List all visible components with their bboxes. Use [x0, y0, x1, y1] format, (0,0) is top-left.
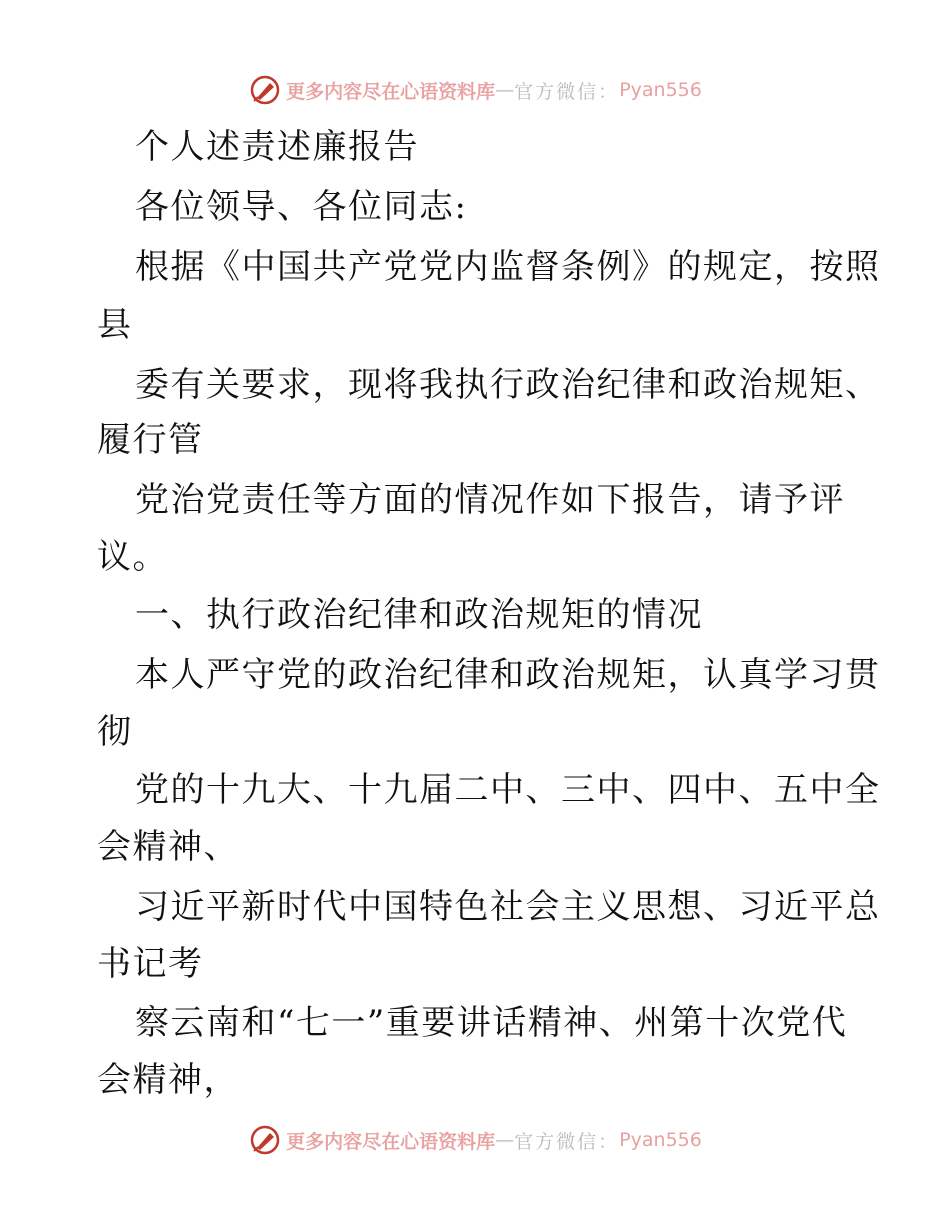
watermark-prefix: 官方微信： [514, 80, 620, 103]
paragraph-line: 本人严守党的政治纪律和政治规矩，认真学习贯 [135, 655, 881, 695]
paragraph-line: 习近平新时代中国特色社会主义思想、习近平总 [135, 887, 881, 927]
paragraph-line: 根据《中国共产党党内监督条例》的规定，按照 [135, 247, 881, 287]
paragraph-line: 彻 [97, 712, 133, 752]
paragraph-line: 书记考 [97, 944, 204, 984]
document-title: 个人述责述廉报告 [135, 127, 419, 167]
watermark-text: 更多内容尽在心语资料库 [286, 80, 496, 103]
paragraph-line: 县 [97, 305, 133, 345]
watermark-dash: — [495, 79, 515, 101]
pen-nib-logo-icon [248, 1123, 282, 1157]
paragraph-line: 履行管 [97, 420, 204, 460]
paragraph-line: 党的十九大、十九届二中、三中、四中、五中全 [135, 770, 881, 810]
watermark-account: Pyan556 [619, 79, 702, 101]
pen-nib-logo-icon [248, 73, 282, 107]
section-heading: 一、执行政治纪律和政治规矩的情况 [135, 595, 703, 635]
watermark-dash: — [495, 1129, 515, 1151]
greeting: 各位领导、各位同志: [135, 187, 468, 227]
paragraph-line: 委有关要求，现将我执行政治纪律和政治规矩、 [135, 365, 881, 405]
watermark-prefix: 官方微信： [514, 1130, 620, 1153]
paragraph-line: 议。 [97, 537, 168, 577]
watermark-text: 更多内容尽在心语资料库 [286, 1130, 496, 1153]
paragraph-line: 察云南和“七一”重要讲话精神、州第十次党代 [135, 1003, 848, 1043]
watermark-account: Pyan556 [619, 1129, 702, 1151]
header-watermark [0, 70, 950, 110]
footer-watermark [0, 1120, 950, 1160]
paragraph-line: 党治党责任等方面的情况作如下报告，请予评 [135, 480, 845, 520]
paragraph-line: 会精神、 [97, 827, 239, 867]
paragraph-line: 会精神， [97, 1060, 239, 1100]
